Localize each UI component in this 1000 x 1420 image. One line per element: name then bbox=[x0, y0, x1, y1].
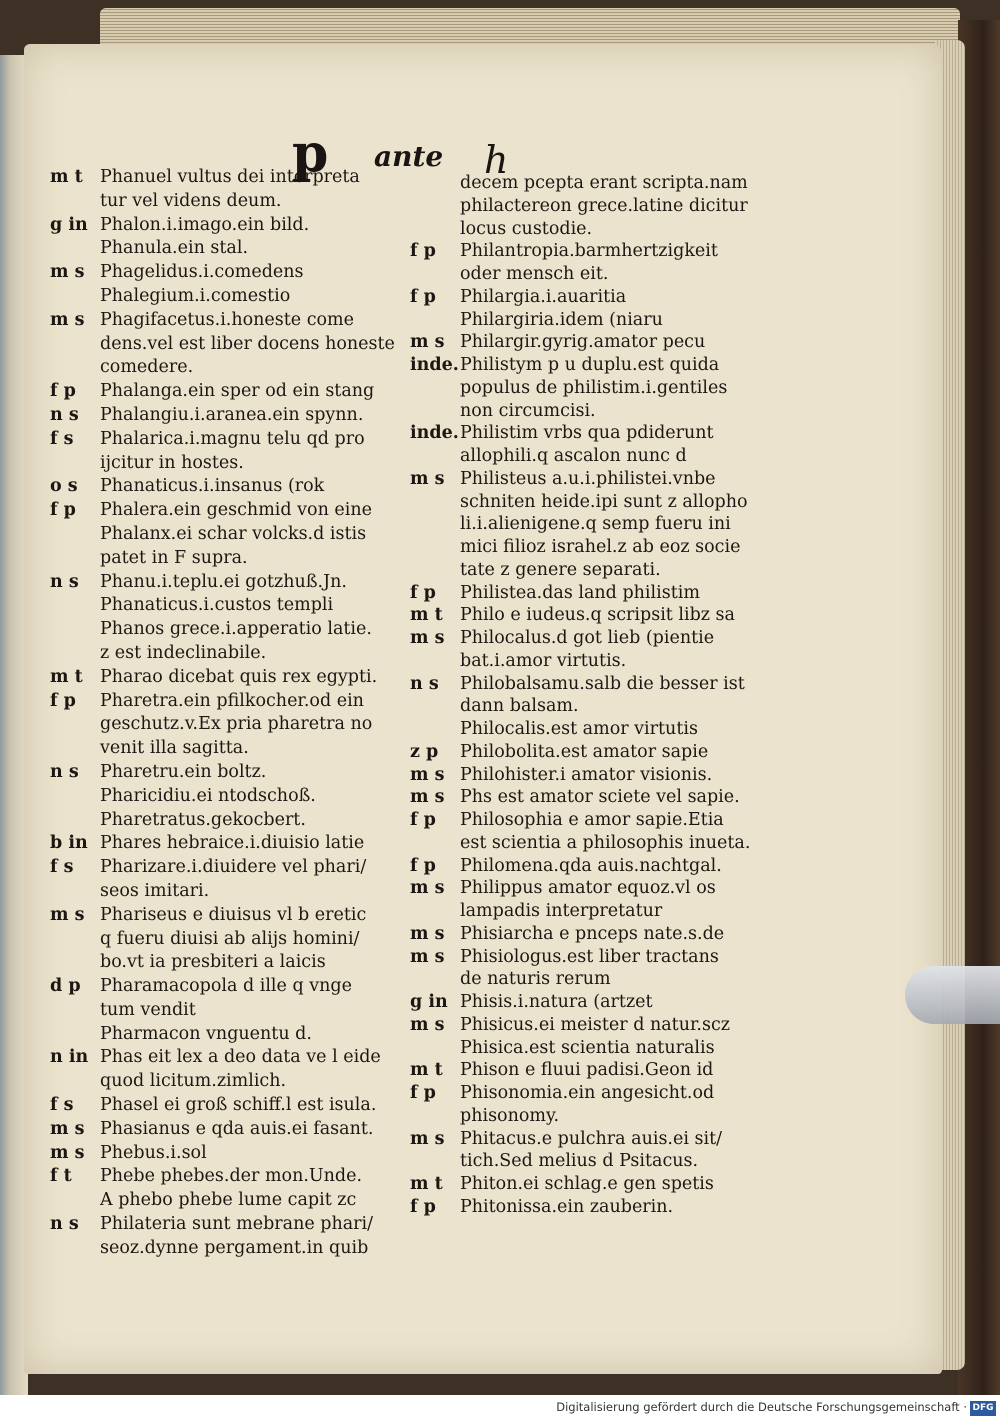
entry-line bbox=[410, 309, 780, 332]
entry-text: Phagelidus.i.comedens bbox=[100, 262, 304, 283]
book-top-edge bbox=[100, 8, 960, 48]
header-right: h bbox=[484, 138, 509, 182]
entry-line bbox=[50, 712, 410, 736]
header-word: ante bbox=[374, 140, 444, 173]
entry-text: Phasianus e qda auis.ei fasant. bbox=[100, 1118, 374, 1139]
entry-line bbox=[50, 950, 410, 974]
entry-line bbox=[410, 650, 780, 673]
entry-line bbox=[410, 218, 780, 241]
entry-line bbox=[410, 673, 780, 696]
entry-line bbox=[410, 513, 780, 536]
grammar-marker: m s bbox=[50, 1142, 85, 1163]
entry-line bbox=[50, 903, 410, 927]
entry-text: Phalanga.ein sper od ein stang bbox=[100, 381, 375, 402]
entry-text: Philobalsamu.salb die besser ist bbox=[460, 673, 745, 694]
entry-line bbox=[410, 1059, 780, 1082]
entry-text: Phanula.ein stal. bbox=[100, 238, 249, 259]
entry-text: Philistym p u duplu.est quida bbox=[460, 355, 720, 375]
entry-text: Phison e fluui padisi.Geon id bbox=[460, 1060, 714, 1081]
entry-text: mici filioz israhel.z ab eoz socie bbox=[460, 537, 741, 557]
entry-line bbox=[50, 1188, 410, 1212]
header-letter: p bbox=[292, 123, 329, 184]
entry-line bbox=[410, 263, 780, 286]
entry-line bbox=[50, 736, 410, 760]
entry-text: Phisis.i.natura (artzet bbox=[460, 992, 653, 1012]
entry-line bbox=[50, 760, 410, 784]
entry-line bbox=[50, 617, 410, 641]
entry-text: Philargir.gyrig.amator pecu bbox=[460, 332, 706, 353]
entry-text: Phebe phebes.der mon.Unde. bbox=[100, 1166, 363, 1187]
entry-text: Phalangiu.i.aranea.ein spynn. bbox=[100, 404, 364, 425]
grammar-marker: g in bbox=[410, 992, 448, 1012]
entry-line bbox=[410, 422, 780, 445]
entry-line bbox=[50, 808, 410, 832]
page-tab-marker bbox=[905, 966, 1000, 1024]
entry-text: Philo e iudeus.q scripsit libz sa bbox=[460, 605, 735, 626]
grammar-marker: m s bbox=[50, 904, 85, 925]
entry-text: tur vel videns deum. bbox=[100, 190, 282, 211]
entry-text: locus custodie. bbox=[460, 218, 593, 239]
entry-line bbox=[410, 627, 780, 650]
entry-line bbox=[410, 786, 780, 809]
grammar-marker: f p bbox=[50, 500, 76, 521]
grammar-marker: n s bbox=[410, 673, 439, 694]
entry-text: Phalon.i.imago.ein bild. bbox=[100, 214, 310, 235]
entry-text: seos imitari. bbox=[100, 880, 210, 901]
entry-text: Philobolita.est amator sapie bbox=[460, 741, 709, 762]
entry-line bbox=[50, 451, 410, 475]
entry-line bbox=[50, 1022, 410, 1046]
entry-line bbox=[410, 286, 780, 309]
entry-text: Phanaticus.i.custos templi bbox=[100, 595, 334, 616]
entry-text: li.i.alienigene.q semp fueru ini bbox=[460, 514, 731, 535]
entry-line bbox=[50, 1045, 410, 1069]
entry-text: Phares hebraice.i.diuisio latie bbox=[100, 833, 365, 854]
entry-text: Phanaticus.i.insanus (rok bbox=[100, 476, 325, 497]
grammar-marker: f p bbox=[410, 1083, 436, 1103]
entry-line bbox=[50, 403, 410, 427]
entry-line bbox=[410, 582, 780, 605]
grammar-marker: f p bbox=[410, 1196, 436, 1217]
grammar-marker: z p bbox=[410, 741, 439, 762]
grammar-marker: n s bbox=[50, 761, 79, 782]
entry-text: Phisica.est scientia naturalis bbox=[460, 1037, 715, 1058]
entry-line bbox=[50, 284, 410, 308]
entry-text: A phebo phebe lume capit zc bbox=[100, 1190, 357, 1211]
dfg-logo: DFG bbox=[970, 1401, 996, 1416]
entry-text: bat.i.amor virtutis. bbox=[460, 650, 627, 671]
entry-text: populus de philistim.i.gentiles bbox=[460, 377, 728, 398]
grammar-marker: m s bbox=[410, 946, 445, 967]
entry-text: Philisteus a.u.i.philistei.vnbe bbox=[460, 468, 716, 489]
grammar-marker: f p bbox=[410, 582, 436, 603]
entry-text: Phanu.i.teplu.ei gotzhuß.Jn. bbox=[100, 571, 347, 592]
grammar-marker: d p bbox=[50, 976, 81, 997]
grammar-marker: o s bbox=[50, 476, 78, 497]
entry-line bbox=[410, 400, 780, 423]
entry-line bbox=[410, 764, 780, 787]
entry-text: Phebus.i.sol bbox=[100, 1142, 207, 1163]
entry-text: Phalarica.i.magnu telu qd pro bbox=[100, 428, 365, 449]
grammar-marker: f s bbox=[50, 428, 74, 449]
grammar-marker: m s bbox=[410, 923, 445, 944]
grammar-marker: f p bbox=[410, 286, 436, 307]
entry-line bbox=[50, 974, 410, 998]
grammar-marker: f p bbox=[410, 241, 436, 262]
grammar-marker: m s bbox=[50, 309, 85, 330]
entry-text: Pharizare.i.diuidere vel phari/ bbox=[100, 857, 367, 878]
entry-text: de naturis rerum bbox=[460, 969, 611, 990]
entry-text: patet in F supra. bbox=[100, 547, 248, 568]
entry-line bbox=[410, 695, 780, 718]
grammar-marker: inde. bbox=[410, 423, 459, 444]
entry-text: Phas eit lex a deo data ve l eide bbox=[100, 1047, 381, 1068]
entry-line bbox=[410, 354, 780, 377]
entry-text: ijcitur in hostes. bbox=[100, 452, 244, 473]
entry-text: Phisiologus.est liber tractans bbox=[460, 946, 719, 967]
grammar-marker: m s bbox=[410, 468, 445, 489]
entry-line bbox=[410, 1128, 780, 1151]
entry-text: Phanuel vultus dei interpreta bbox=[100, 167, 360, 187]
grammar-marker: f t bbox=[50, 1166, 72, 1187]
entry-line bbox=[410, 1150, 780, 1173]
entry-text: Phalera.ein geschmid von eine bbox=[100, 500, 372, 521]
entry-line bbox=[50, 165, 410, 189]
grammar-marker: f s bbox=[50, 857, 74, 878]
entry-line bbox=[50, 998, 410, 1022]
grammar-marker: m s bbox=[410, 787, 445, 808]
entry-line bbox=[50, 665, 410, 689]
entry-text: Philomena.qda auis.nachtgal. bbox=[460, 855, 722, 876]
right-column bbox=[410, 172, 780, 1219]
entry-text: Philippus amator equoz.vl os bbox=[460, 878, 716, 899]
entry-text: Philosophia e amor sapie.Etia bbox=[460, 810, 724, 830]
entry-line bbox=[410, 809, 780, 832]
entry-text: Pharetru.ein boltz. bbox=[100, 761, 267, 782]
entry-text: Philocalis.est amor virtutis bbox=[460, 719, 698, 739]
entry-text: Phs est amator sciete vel sapie. bbox=[460, 787, 740, 808]
entry-line bbox=[50, 1164, 410, 1188]
grammar-marker: f p bbox=[50, 381, 76, 402]
entry-text: Phiton.ei schlag.e gen spetis bbox=[460, 1174, 714, 1194]
entry-line bbox=[410, 968, 780, 991]
entry-line bbox=[410, 491, 780, 514]
entry-line bbox=[410, 559, 780, 582]
entry-line bbox=[410, 923, 780, 946]
entry-text: Phanos grece.i.apperatio latie. bbox=[100, 619, 372, 640]
entry-text: seoz.dynne pergament.in quib bbox=[100, 1237, 369, 1258]
entry-line bbox=[410, 877, 780, 900]
entry-line bbox=[50, 522, 410, 546]
entry-text: Phisonomia.ein angesicht.od bbox=[460, 1083, 715, 1103]
entry-line bbox=[410, 172, 780, 195]
grammar-marker: n in bbox=[50, 1047, 89, 1068]
entry-text: Phariseus e diuisus vl b eretic bbox=[100, 904, 367, 925]
entry-text: Phalegium.i.comestio bbox=[100, 285, 291, 306]
entry-text: philactereon grece.latine dicitur bbox=[460, 195, 748, 216]
entry-line bbox=[50, 831, 410, 855]
entry-line bbox=[50, 379, 410, 403]
grammar-marker: f p bbox=[410, 810, 436, 830]
entry-text: dann balsam. bbox=[460, 696, 579, 717]
entry-line bbox=[50, 260, 410, 284]
grammar-marker: m s bbox=[50, 262, 85, 283]
entry-text: Pharamacopola d ille q vnge bbox=[100, 976, 352, 997]
entry-text: Philistea.das land philistim bbox=[460, 582, 700, 603]
entry-line bbox=[50, 689, 410, 713]
entry-text: Philantropia.barmhertzigkeit bbox=[460, 241, 718, 262]
grammar-marker: m t bbox=[410, 1060, 443, 1081]
entry-line bbox=[410, 946, 780, 969]
entry-text: Philateria sunt mebrane phari/ bbox=[100, 1214, 374, 1235]
entry-line bbox=[50, 308, 410, 332]
entry-line bbox=[410, 331, 780, 354]
footer-credit: Digitalisierung gefördert durch die Deutsche Forschungsgemeinschaft · bbox=[556, 1400, 967, 1414]
entry-line bbox=[50, 1212, 410, 1236]
entry-text: Philohister.i amator visionis. bbox=[460, 764, 713, 785]
entry-text: q fueru diuisi ab alijs homini/ bbox=[100, 928, 360, 949]
grammar-marker: n s bbox=[50, 404, 79, 425]
entry-line bbox=[50, 1093, 410, 1117]
entry-line bbox=[410, 1196, 780, 1219]
grammar-marker: m t bbox=[410, 605, 443, 626]
entry-line bbox=[410, 604, 780, 627]
entry-line bbox=[50, 1069, 410, 1093]
grammar-marker: m s bbox=[50, 1118, 85, 1139]
entry-line bbox=[50, 427, 410, 451]
entry-text: Philistim vrbs qua pdiderunt bbox=[460, 423, 714, 444]
entry-text: decem pcepta erant scripta.nam bbox=[460, 173, 748, 193]
entry-text: tate z genere separati. bbox=[460, 559, 661, 580]
entry-line bbox=[50, 213, 410, 237]
entry-text: Phitonissa.ein zauberin. bbox=[460, 1196, 674, 1217]
entry-line bbox=[410, 1105, 780, 1128]
entry-line bbox=[410, 1037, 780, 1060]
entry-line bbox=[410, 855, 780, 878]
footer bbox=[0, 1398, 1000, 1420]
entry-text: allophili.q ascalon nunc d bbox=[460, 446, 687, 466]
entry-line bbox=[410, 1014, 780, 1037]
entry-line bbox=[410, 1082, 780, 1105]
grammar-marker: f p bbox=[410, 855, 436, 876]
entry-line bbox=[50, 332, 410, 356]
entry-line bbox=[410, 900, 780, 923]
grammar-marker: m t bbox=[50, 167, 83, 187]
grammar-marker: m s bbox=[410, 628, 445, 648]
grammar-marker: m s bbox=[410, 764, 445, 785]
entry-text: Phitacus.e pulchra auis.ei sit/ bbox=[460, 1128, 723, 1149]
entry-line bbox=[410, 468, 780, 491]
grammar-marker: f s bbox=[50, 1095, 74, 1116]
entry-text: Philargiria.idem (niaru bbox=[460, 309, 663, 330]
grammar-marker: m s bbox=[410, 878, 445, 899]
entry-text: est scientia a philosophis inueta. bbox=[460, 832, 751, 853]
entry-text: non circumcisi. bbox=[460, 400, 596, 421]
entry-line bbox=[50, 355, 410, 379]
entry-line bbox=[50, 570, 410, 594]
grammar-marker: b in bbox=[50, 833, 88, 854]
entry-line bbox=[410, 741, 780, 764]
entry-line bbox=[50, 474, 410, 498]
entry-text: venit illa sagitta. bbox=[100, 738, 249, 759]
grammar-marker: n s bbox=[50, 1214, 79, 1235]
entry-line bbox=[50, 1117, 410, 1141]
entry-text: oder mensch eit. bbox=[460, 264, 609, 284]
entry-text: Philocalus.d got lieb (pientie bbox=[460, 628, 715, 648]
entry-text: geschutz.v.Ex pria pharetra no bbox=[100, 714, 373, 735]
entry-line bbox=[50, 1236, 410, 1260]
grammar-marker: m s bbox=[410, 1014, 445, 1035]
entry-line bbox=[410, 1173, 780, 1196]
entry-line bbox=[410, 536, 780, 559]
entry-line bbox=[410, 991, 780, 1014]
grammar-marker: m s bbox=[410, 332, 445, 353]
entry-text: tich.Sed melius d Psitacus. bbox=[460, 1151, 699, 1172]
grammar-marker: n s bbox=[50, 571, 79, 592]
entry-line bbox=[410, 377, 780, 400]
entry-line bbox=[410, 240, 780, 263]
entry-text: Pharmacon vnguentu d. bbox=[100, 1023, 312, 1044]
entry-line bbox=[50, 1141, 410, 1165]
left-column bbox=[50, 165, 410, 1260]
entry-text: dens.vel est liber docens honeste bbox=[100, 333, 395, 354]
entry-line bbox=[50, 855, 410, 879]
entry-text: Phisiarcha e pnceps nate.s.de bbox=[460, 923, 725, 944]
entry-text: Phasel ei groß schiff.l est isula. bbox=[100, 1095, 377, 1116]
entry-text: Pharetra.ein pfilkocher.od ein bbox=[100, 690, 364, 711]
entry-text: Phisicus.ei meister d natur.scz bbox=[460, 1014, 730, 1035]
entry-text: tum vendit bbox=[100, 999, 196, 1020]
entry-text: Philargia.i.auaritia bbox=[460, 286, 627, 307]
entry-line bbox=[50, 593, 410, 617]
grammar-marker: inde. bbox=[410, 355, 459, 375]
entry-line bbox=[50, 546, 410, 570]
entry-text: Pharao dicebat quis rex egypti. bbox=[100, 666, 378, 687]
entry-text: quod licitum.zimlich. bbox=[100, 1071, 287, 1092]
entry-line bbox=[50, 236, 410, 260]
entry-text: Phalanx.ei schar volcks.d istis bbox=[100, 523, 367, 544]
entry-line bbox=[50, 784, 410, 808]
entry-line bbox=[410, 832, 780, 855]
entry-line bbox=[50, 927, 410, 951]
grammar-marker: m t bbox=[50, 666, 83, 687]
entry-line bbox=[410, 195, 780, 218]
entry-text: lampadis interpretatur bbox=[460, 901, 663, 921]
entry-text: Phagifacetus.i.honeste come bbox=[100, 309, 355, 330]
entry-line bbox=[410, 718, 780, 741]
entry-text: Pharetratus.gekocbert. bbox=[100, 809, 306, 830]
entry-text: comedere. bbox=[100, 357, 194, 378]
entry-line bbox=[50, 189, 410, 213]
entry-text: phisonomy. bbox=[460, 1105, 560, 1126]
entry-text: schniten heide.ipi sunt z allopho bbox=[460, 491, 748, 512]
entry-text: Pharicidiu.ei ntodschoß. bbox=[100, 785, 316, 806]
grammar-marker: m s bbox=[410, 1128, 445, 1149]
entry-line bbox=[410, 445, 780, 468]
grammar-marker: f p bbox=[50, 690, 76, 711]
entry-text: z est indeclinabile. bbox=[100, 642, 267, 663]
entry-line bbox=[50, 641, 410, 665]
grammar-marker: m t bbox=[410, 1174, 443, 1194]
entry-line bbox=[50, 498, 410, 522]
entry-line bbox=[50, 879, 410, 903]
entry-text: bo.vt ia presbiteri a laicis bbox=[100, 952, 326, 973]
grammar-marker: g in bbox=[50, 214, 88, 235]
